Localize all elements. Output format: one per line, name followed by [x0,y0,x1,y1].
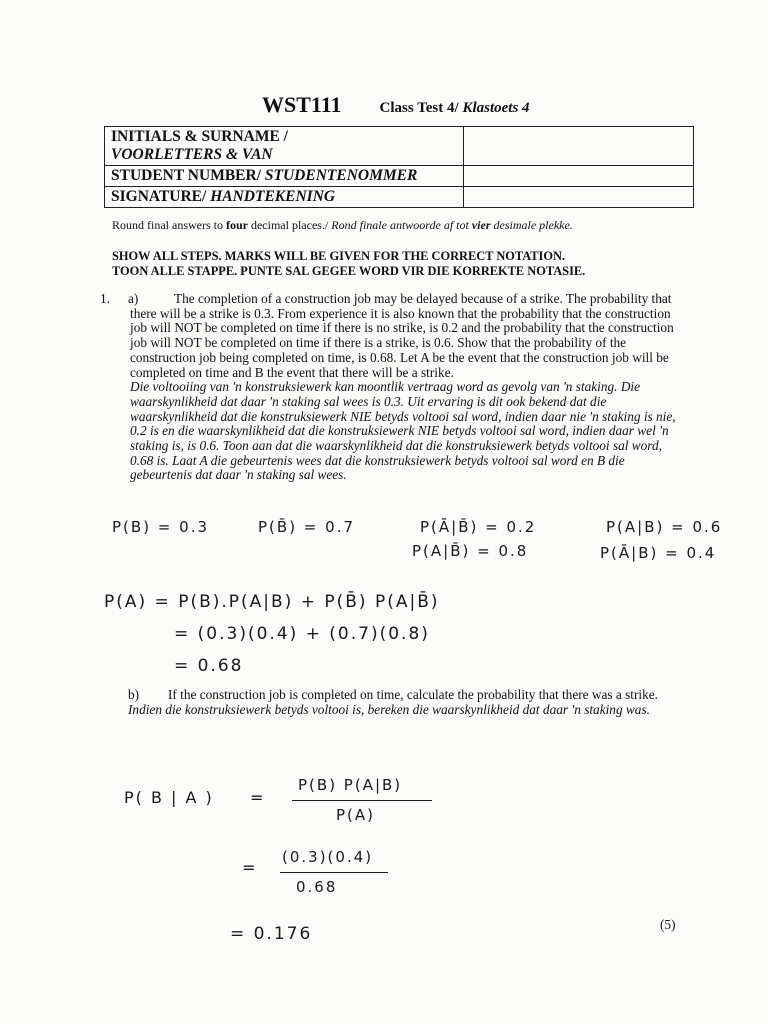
hw-bayes-denominator: P(A) [336,806,376,824]
part-a-text-af: Die voltooiing van 'n konstruksiewerk kan moontlik vertraag word as gevolg van 'n staking. Die waarskynlikheid dat daar 'n staking sal wees is 0.3. Uit ervaring is dit ook bekend dat die waarskynlikheid dat die konstruksiewerk NIE betyds voltooi sal word, indien daar nie 'n staking is nie, 0.2 is en die waarskynlikheid dat die konstruksiewerk NIE betyds voltooi sal word, indien daar wel 'n staking is, is 0.6. Toon aan dat die waarskynlikheid dat die konstruksiewerk betyds voltooi sal word, 0.68 is. Laat A die gebeurtenis wees dat die konstruksiewerk betyds voltooi sal word en B die gebeurtenis dat daar 'n staking sal wees. [130,379,676,483]
rounding-instruction: Round final answers to four decimal places./ Rond finale antwoorde af tot vier desimale plekke. [112,218,573,232]
name-field[interactable] [464,127,694,166]
part-a-label: a) [128,291,139,306]
student-number-row [105,166,694,187]
test-header [262,92,530,118]
name-row [105,127,694,166]
hw-given-pa-b: P(A|B) = 0.6 [606,518,723,536]
hw-given-pabar-b: P(Ā|B) = 0.4 [600,544,717,562]
marks-label: (5) [660,917,676,932]
hw-bayes-numerator: P(B) P(A|B) [298,776,403,794]
part-b-label: b) [128,687,140,702]
course-code: WST111 [262,92,342,117]
hw-result-a: = 0.68 [174,656,244,676]
question-number: 1. [100,291,110,306]
hw-given-pa-bbar: P(A|B̄) = 0.8 [412,542,529,560]
test-title: Class Test 4/ Klastoets 4 [379,100,530,116]
hw-result-b: = 0.176 [230,924,313,944]
signature-field[interactable] [464,187,694,208]
hw-substitution: = (0.3)(0.4) + (0.7)(0.8) [174,624,430,644]
student-number-field[interactable] [464,166,694,187]
part-a-text-en: The completion of a construction job may be delayed because of a strike. The probability that there will be a strike is 0.3. From experience it is also known that the probability that the construction job will NOT be completed on time if there is no strike, is 0.2 and the probability that the construction job will NOT be completed on time if there is a strike, is 0.6. Show that the probability of the construction job being completed on time, is 0.68. Let A be the event that the construction job will be completed on time and B the event that there will be a strike. [130,291,674,380]
hw-bayes-equals: = [250,788,266,807]
hw-total-probability: P(A) = P(B).P(A|B) + P(B̄) P(A|B̄) [104,592,440,612]
hw-fraction-bar-1 [292,800,432,801]
hw-given-pabar-bbar: P(Ā|B̄) = 0.2 [420,518,537,536]
show-steps-instruction: SHOW ALL STEPS. MARKS WILL BE GIVEN FOR THE CORRECT NOTATION. TOON ALLE STAPPE. PUNTE SAL GEGEE WORD VIR DIE KORREKTE NOTASIE. [112,249,586,278]
hw-given-pb: P(B) = 0.3 [112,518,209,536]
hw-bayes-numerator-2: (0.3)(0.4) [282,848,374,866]
student-number-label: STUDENT NUMBER/ STUDENTENOMMER [105,166,464,187]
student-info-table [104,126,694,208]
hw-bayes-equals-2: = [242,858,258,877]
hw-fraction-bar-2 [280,872,388,873]
question-1b [128,688,688,717]
hw-bayes-lhs: P( B | A ) [124,788,214,807]
signature-label: SIGNATURE/ HANDTEKENING [105,187,464,208]
signature-row [105,187,694,208]
part-b-text-en: If the construction job is completed on time, calculate the probability that there was a strike. [168,687,658,702]
name-label: INITIALS & SURNAME / VOORLETTERS & VAN [105,127,464,166]
hw-bayes-denominator-2: 0.68 [296,878,338,896]
question-1a [100,292,685,483]
part-b-text-af: Indien die konstruksiewerk betyds voltooi is, bereken die waarskynlikheid dat daar 'n staking was. [128,701,650,717]
hw-given-pbbar: P(B̄) = 0.7 [258,518,355,536]
